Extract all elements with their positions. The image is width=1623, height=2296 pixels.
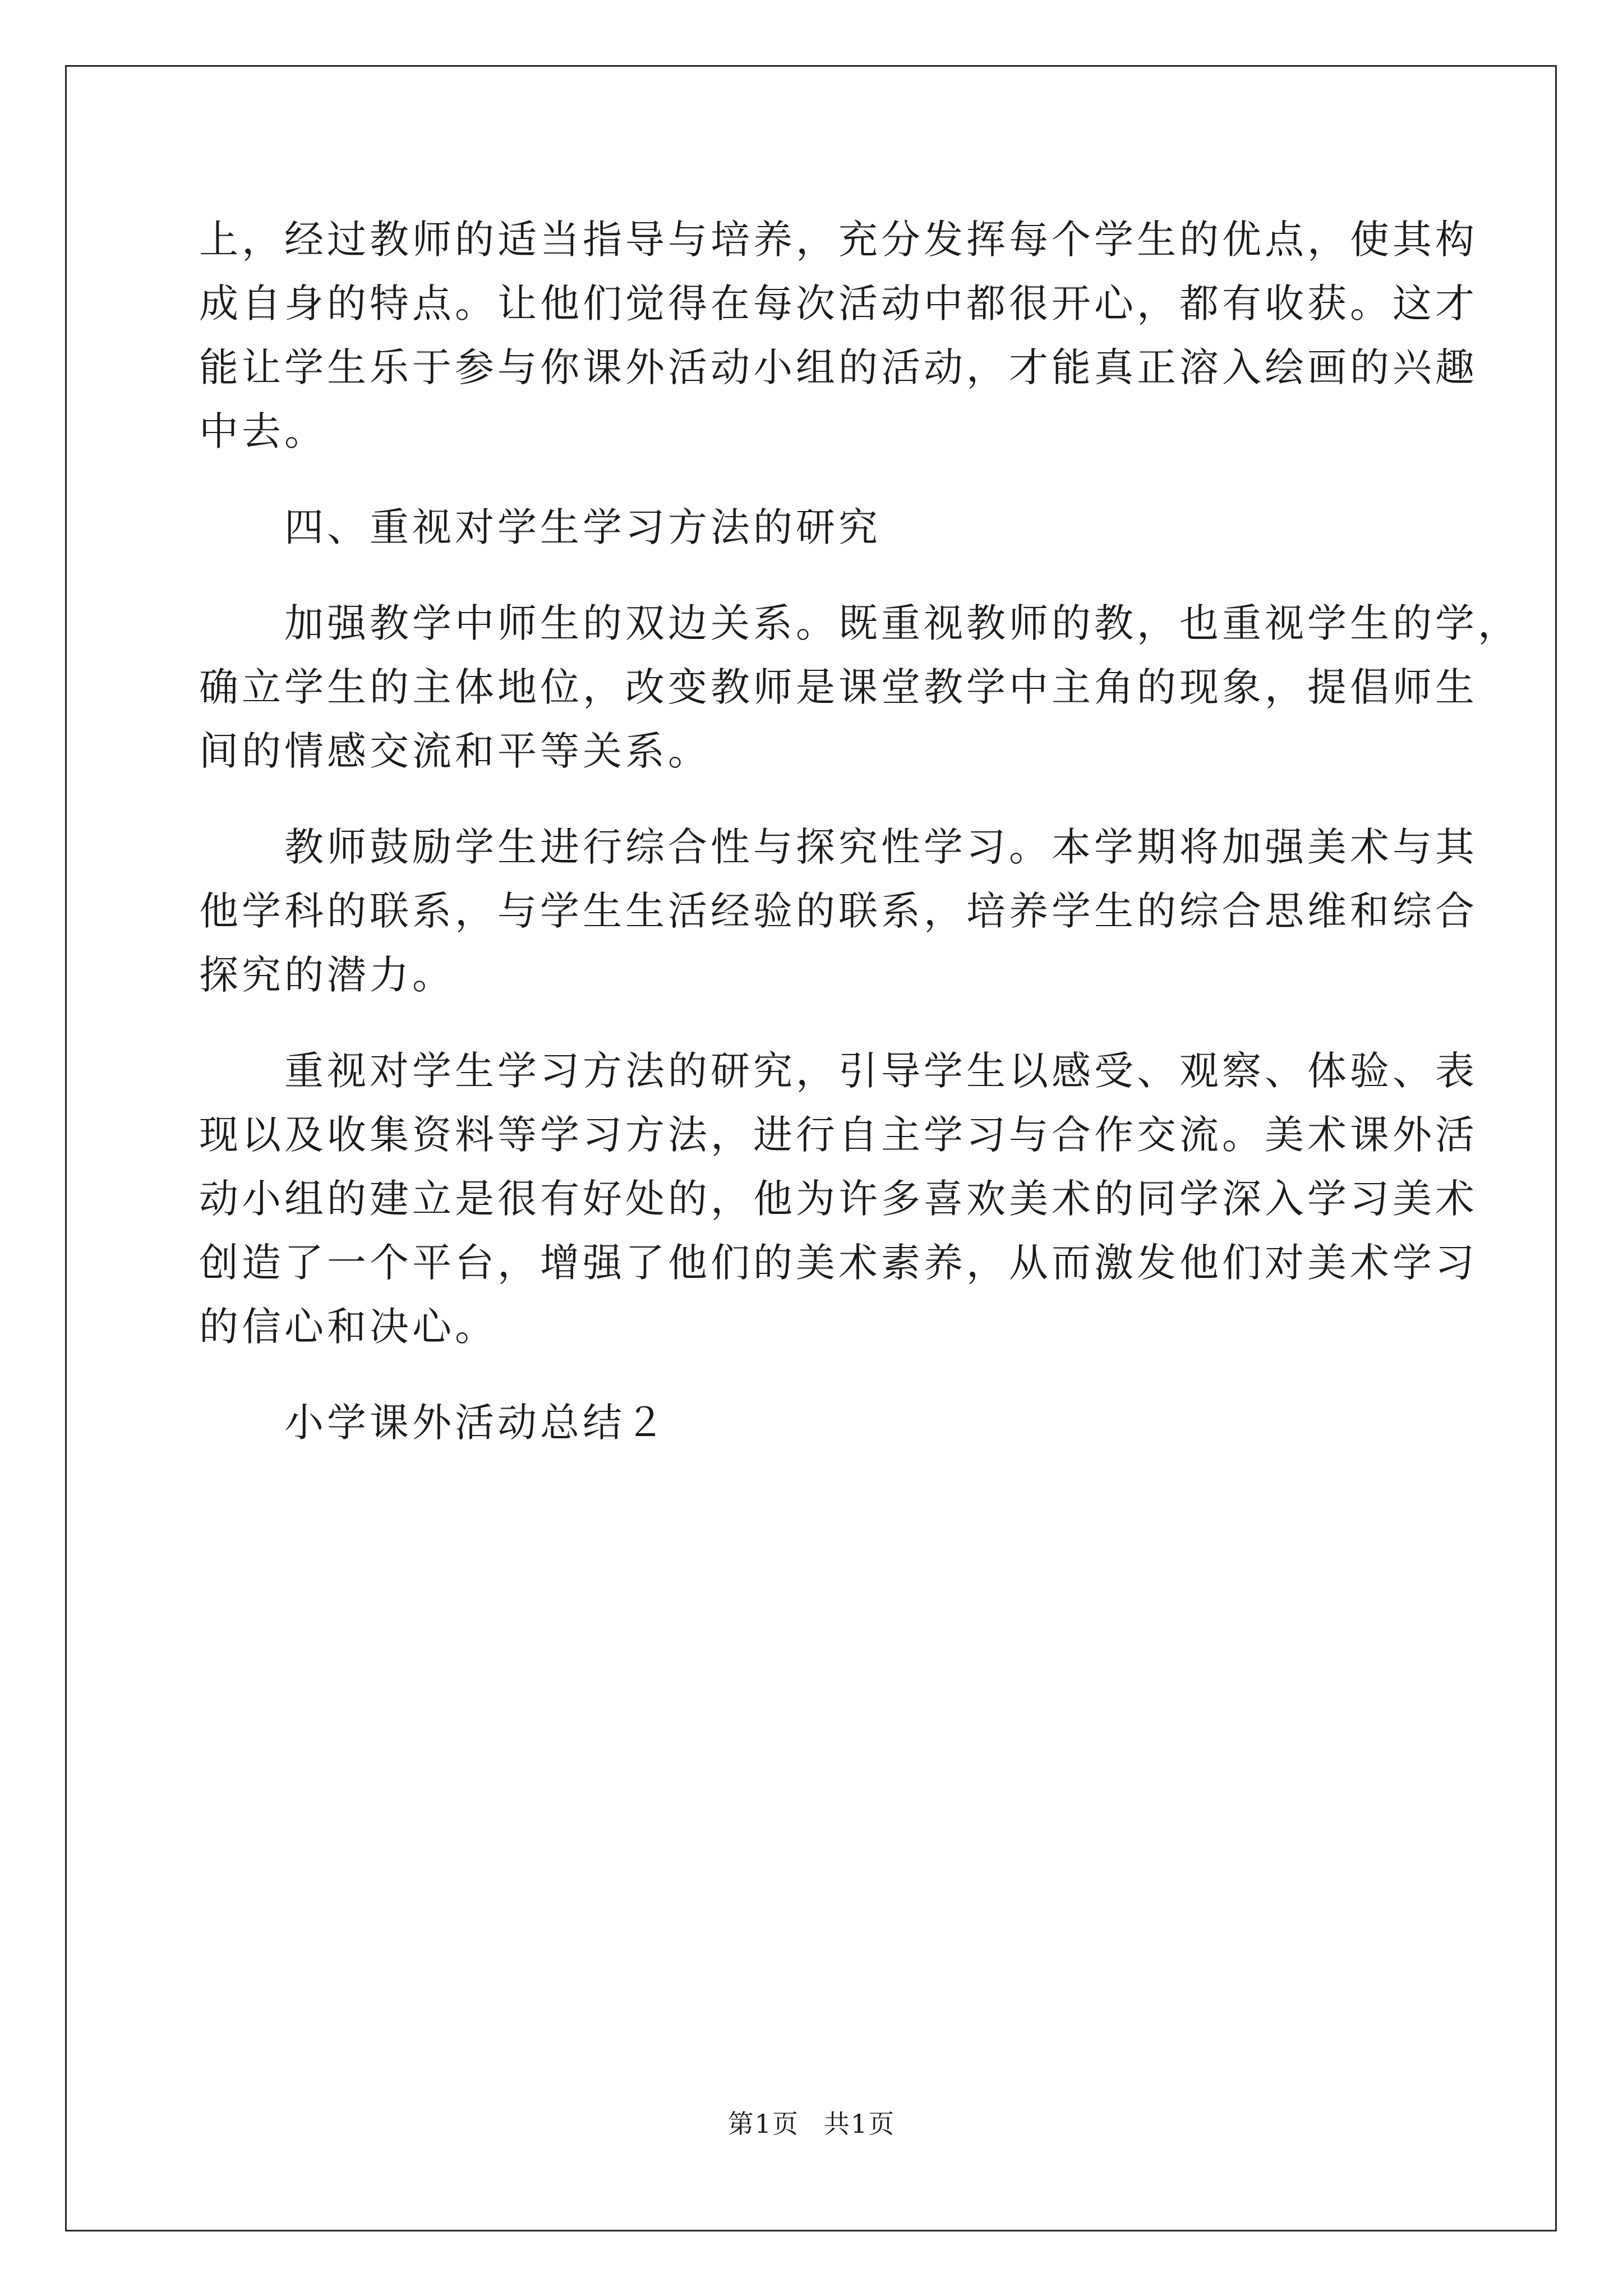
text-line: 加强教学中师生的双边关系。既重视教师的教，也重视学生的学， xyxy=(284,600,1520,646)
text-line: 重视对学生学习方法的研究，引导学生以感受、观察、体验、表 xyxy=(284,1048,1478,1094)
text-line: 探究的潜力。 xyxy=(199,952,455,998)
text-line: 创造了一个平台，增强了他们的美术素养，从而激发他们对美术学习 xyxy=(199,1240,1478,1286)
document-body xyxy=(199,208,1520,1455)
page-total: 共1页 xyxy=(824,2109,896,2139)
title-text: 小学课外活动总结２ xyxy=(284,1400,668,1446)
section-title xyxy=(199,1391,1433,1455)
text-line: 动小组的建立是很有好处的，他为许多喜欢美术的同学深入学习美术 xyxy=(199,1176,1478,1222)
text-line: 间的情感交流和平等关系。 xyxy=(199,728,711,774)
text-line: 中去。 xyxy=(199,408,327,454)
paragraph xyxy=(199,591,1520,783)
text-line: 教师鼓励学生进行综合性与探究性学习。本学期将加强美术与其 xyxy=(284,824,1478,870)
section-heading xyxy=(199,495,1433,559)
text-line: 成自身的特点。让他们觉得在每次活动中都很开心，都有收获。这才 xyxy=(199,280,1478,326)
page-number: 第1页 xyxy=(727,2109,799,2139)
paragraph xyxy=(199,208,1478,463)
heading-text: 四、重视对学生学习方法的研究 xyxy=(284,504,881,550)
text-line: 的信心和决心。 xyxy=(199,1304,497,1350)
text-line: 现以及收集资料等学习方法，进行自主学习与合作交流。美术课外活 xyxy=(199,1112,1478,1158)
text-line: 确立学生的主体地位，改变教师是课堂教学中主角的现象，提倡师生 xyxy=(199,664,1478,710)
paragraph xyxy=(199,815,1478,1007)
text-line: 上，经过教师的适当指导与培养，充分发挥每个学生的优点，使其构 xyxy=(199,217,1478,263)
page-footer xyxy=(0,2104,1623,2141)
text-line: 能让学生乐于参与你课外活动小组的活动，才能真正溶入绘画的兴趣 xyxy=(199,344,1478,390)
paragraph xyxy=(199,1039,1478,1359)
text-line: 他学科的联系，与学生生活经验的联系，培养学生的综合思维和综合 xyxy=(199,888,1478,934)
